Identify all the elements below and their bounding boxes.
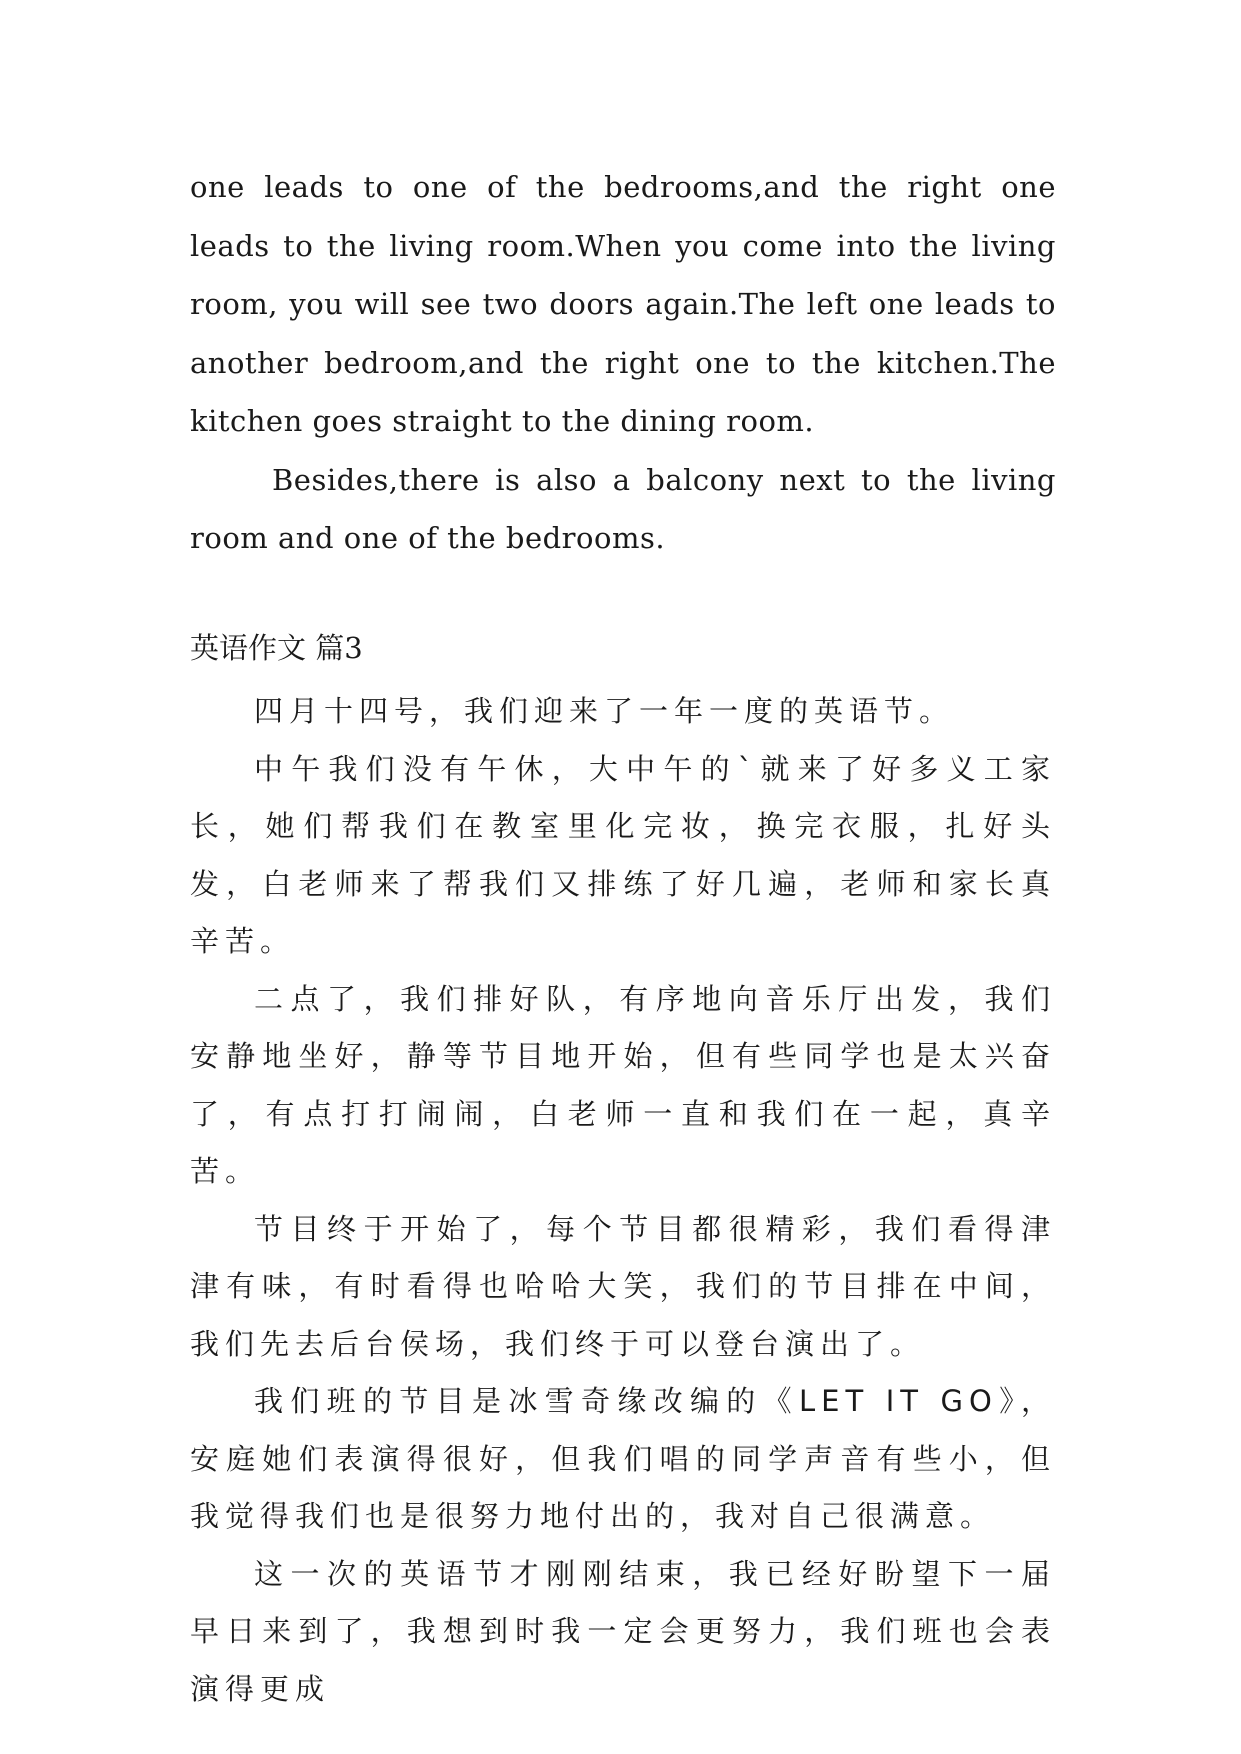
chinese-paragraph-2: 中午我们没有午休，大中午的`就来了好多义工家长，她们帮我们在教室里化完妆，换完衣服，扎好头发，白老师来了帮我们又排练了好几遍，老师和家长真辛苦。 [190,751,1056,958]
section-heading: 英语作文 篇3 [190,631,363,665]
english-paragraph-2: Besides,there is also a balcony next to the living room and one of the bedrooms. [190,462,1056,555]
english-section [190,158,1056,568]
chinese-paragraph-5: 我们班的节目是冰雪奇缘改编的《LET IT GO》，安庭她们表演得很好，但我们唱的同学声音有些小，但我觉得我们也是很努力地付出的，我对自己很满意。 [190,1384,1056,1533]
chinese-paragraph-4: 节目终于开始了，每个节目都很精彩，我们看得津津有味，有时看得也哈哈大笑，我们的节目排在中间，我们先去后台侯场，我们终于可以登台演出了。 [190,1211,1056,1361]
english-paragraph-1: one leads to one of the bedrooms,and the right one leads to the living room.When you come into the living room, you will see two doors again.The left one leads to another bedroom,and the right one to the kitchen.The kitchen goes straight to the dining room. [190,170,1056,438]
chinese-section [190,683,1056,1718]
chinese-paragraph-6: 这一次的英语节才刚刚结束，我已经好盼望下一届早日来到了，我想到时我一定会更努力，我们班也会表演得更成 [190,1556,1056,1706]
chinese-paragraph-1: 四月十四号，我们迎来了一年一度的英语节。 [254,694,955,728]
chinese-paragraph-3: 二点了，我们排好队，有序地向音乐厅出发，我们安静地坐好，静等节目地开始，但有些同学也是太兴奋了，有点打打闹闹，白老师一直和我们在一起，真辛苦。 [190,981,1056,1188]
